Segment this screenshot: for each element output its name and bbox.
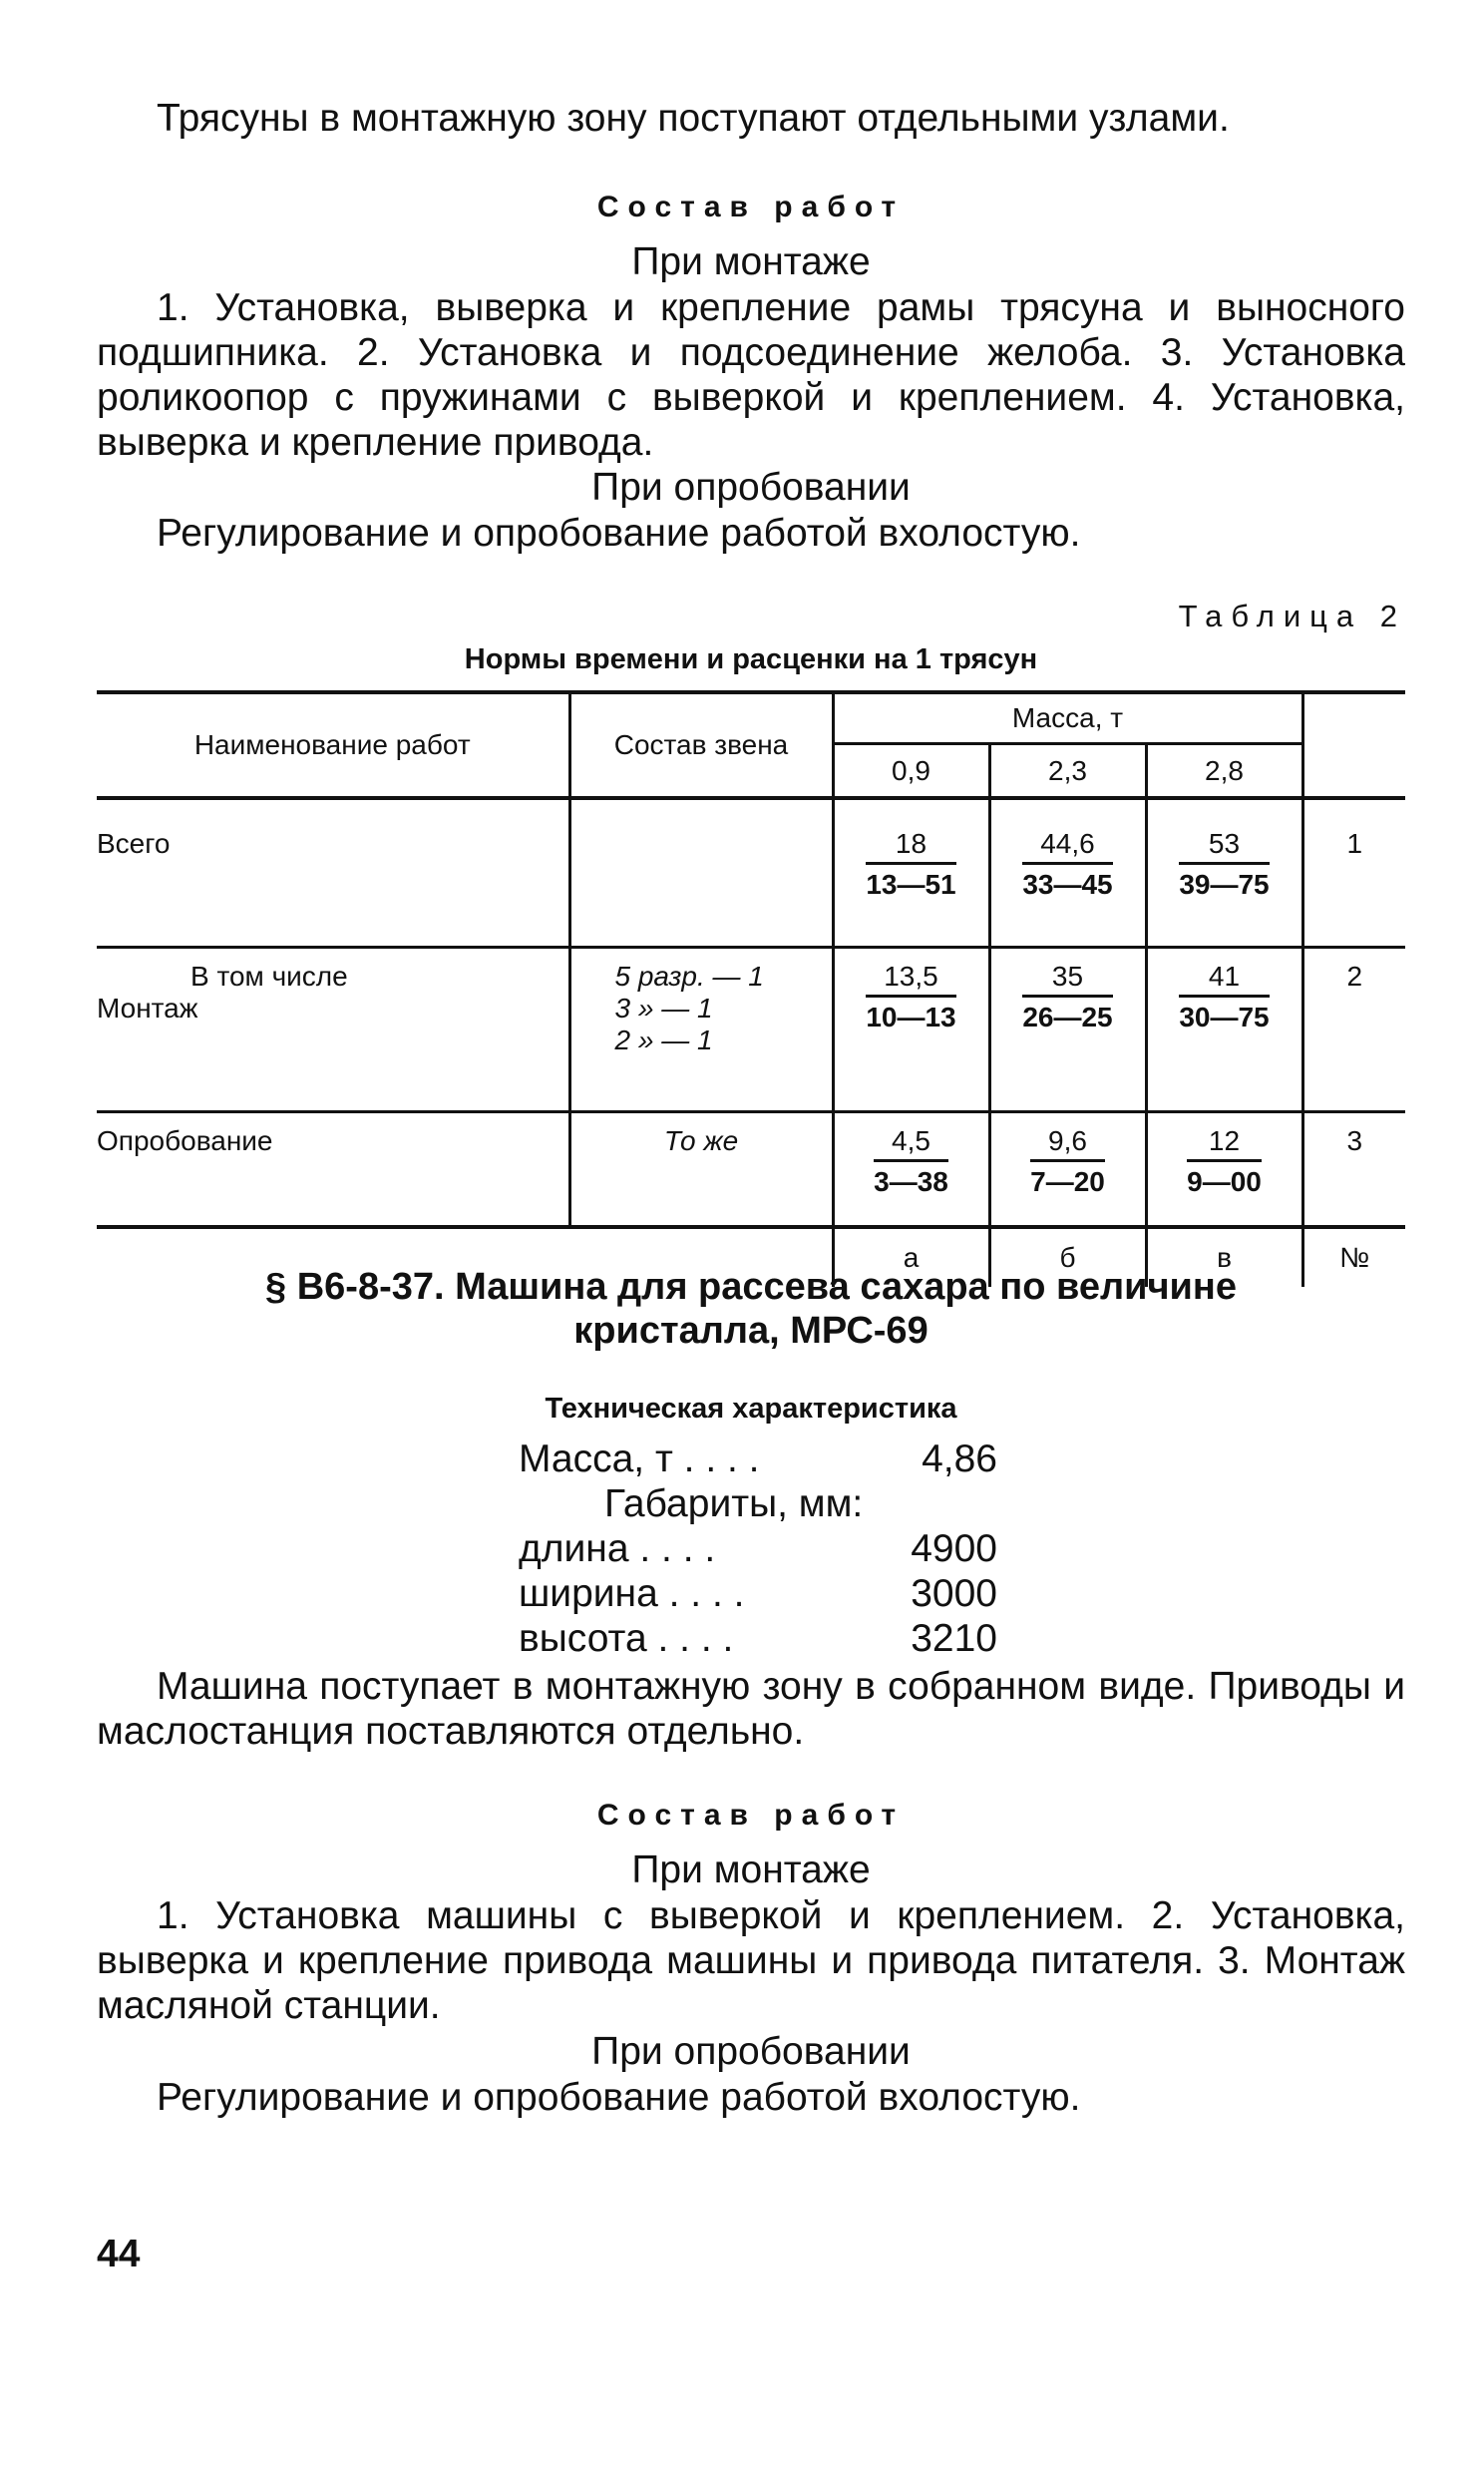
header-crew: Состав звена: [569, 692, 833, 798]
section-title-line-2: кристалла, МРС-69: [573, 1310, 928, 1352]
row-3-name-text: Опробование: [97, 1125, 273, 1156]
row-3-b-num: 9,6: [1030, 1125, 1105, 1162]
row-1-cell-c: [1146, 798, 1302, 948]
header-mass-col-1: 0,9: [833, 744, 989, 798]
header-work-name: Наименование работ: [97, 692, 569, 798]
footer-col-a: а: [833, 1227, 989, 1287]
mounting-text-1: 1. Установка, выверка и крепление рамы трясуна и выносного подшипника. 2. Установка и подсоединение желоба. 3. Установка роликоопор с пружинами с выверкой и креплением. 4. Установка, выверка и крепление привода.: [97, 286, 1405, 464]
spec-height-label: высота . . . .: [519, 1617, 734, 1660]
row-2-cell-b: [989, 948, 1146, 1112]
row-1-name-text: Всего: [97, 828, 171, 859]
row-1-crew: [569, 798, 833, 948]
row-2-c-den: 30—75: [1179, 1002, 1270, 1032]
row-2-cell-c: [1146, 948, 1302, 1112]
spec-dims-heading: Габариты, мм:: [604, 1482, 864, 1525]
spec-length-value: 4900: [911, 1527, 997, 1570]
row-3-a-num: 4,5: [874, 1125, 948, 1162]
row-3-b-den: 7—20: [1030, 1166, 1105, 1197]
row-3-cell-a: [833, 1112, 989, 1228]
row-2-name-sub: Монтаж: [97, 993, 198, 1024]
row-2-b-den: 26—25: [1022, 1002, 1113, 1032]
composition-heading-2: Состав работ: [596, 1799, 906, 1832]
table-label: Таблица 2: [1178, 599, 1406, 633]
table-row: [97, 948, 1405, 1112]
row-2-b-num: 35: [1022, 961, 1112, 998]
row-2-cell-a: [833, 948, 989, 1112]
row-2-c-num: 41: [1179, 961, 1269, 998]
row-2-crew: [569, 948, 833, 1112]
table-title: Нормы времени и расценки на 1 трясун: [464, 643, 1038, 675]
row-1-c-num: 53: [1179, 828, 1269, 865]
row-2-no: 2: [1302, 948, 1405, 1112]
header-mass: Масса, т: [833, 692, 1302, 744]
spec-height-row: [519, 1616, 997, 1661]
row-2-a-num: 13,5: [866, 961, 955, 998]
row-1-b-num: 44,6: [1022, 828, 1112, 865]
row-2-name: [97, 948, 569, 1112]
spec-mass-label: Масса, т . . . .: [519, 1438, 760, 1480]
spec-length-row: [519, 1526, 997, 1571]
mounting-heading-2: При монтаже: [631, 1849, 871, 1891]
testing-text-1: Регулирование и опробование работой вхолостую.: [157, 512, 1081, 555]
row-3-no: 3: [1302, 1112, 1405, 1228]
row-2-a-den: 10—13: [866, 1002, 956, 1032]
composition-heading-1: Состав работ: [596, 191, 906, 223]
header-mass-col-2: 2,3: [989, 744, 1146, 798]
row-3-crew-text: То же: [663, 1125, 739, 1156]
section-title: [97, 1265, 1405, 1353]
delivery-paragraph: Машина поступает в монтажную зону в собранном виде. Приводы и маслостанция поставляются отдельно.: [97, 1665, 1405, 1753]
footer-col-no: №: [1302, 1227, 1405, 1287]
row-3-cell-c: [1146, 1112, 1302, 1228]
row-2-crew-line-2: 3 » — 1: [614, 993, 713, 1024]
row-3-a-den: 3—38: [874, 1166, 948, 1197]
row-1-cell-a: [833, 798, 989, 948]
row-3-c-den: 9—00: [1187, 1166, 1262, 1197]
footer-col-c: в: [1146, 1227, 1302, 1287]
spec-height-value: 3210: [911, 1617, 997, 1660]
footer-col-b: б: [989, 1227, 1146, 1287]
header-mass-col-3: 2,8: [1146, 744, 1302, 798]
mounting-text-2: 1. Установка машины с выверкой и креплением. 2. Установка, выверка и крепление привода машины и привода питателя. 3. Монтаж масляной станции.: [97, 1894, 1405, 2027]
spec-width-row: [519, 1571, 997, 1616]
testing-heading-2: При опробовании: [591, 2030, 911, 2073]
row-1-cell-b: [989, 798, 1146, 948]
row-2-crew-line-3: 2 » — 1: [614, 1025, 713, 1055]
row-1-name: [97, 798, 569, 948]
spec-heading: Техническая характеристика: [545, 1393, 957, 1425]
header-empty: [1302, 692, 1405, 798]
spec-list: [519, 1437, 997, 1661]
page-number: 44: [97, 2233, 141, 2275]
section-title-line-1: § В6-8-37. Машина для рассева сахара по величине: [265, 1266, 1237, 1308]
row-3-c-num: 12: [1187, 1125, 1262, 1162]
row-1-a-den: 13—51: [866, 869, 956, 900]
norms-table: [97, 690, 1405, 1287]
row-3-cell-b: [989, 1112, 1146, 1228]
table-row: [97, 1112, 1405, 1228]
row-2-crew-line-1: 5 разр. — 1: [614, 961, 764, 992]
mounting-heading-1: При монтаже: [631, 240, 871, 283]
spec-length-label: длина . . . .: [519, 1527, 716, 1570]
testing-text-2: Регулирование и опробование работой вхолостую.: [157, 2076, 1081, 2119]
row-1-a-num: 18: [866, 828, 955, 865]
row-2-name-text: В том числе: [190, 961, 348, 992]
row-3-crew: [569, 1112, 833, 1228]
spec-width-value: 3000: [911, 1572, 997, 1615]
intro-paragraph: Трясуны в монтажную зону поступают отдельными узлами.: [157, 97, 1230, 140]
row-1-no: 1: [1302, 798, 1405, 948]
row-1-c-den: 39—75: [1179, 869, 1270, 900]
testing-heading-1: При опробовании: [591, 466, 911, 509]
spec-width-label: ширина . . . .: [519, 1572, 745, 1615]
table-row: [97, 798, 1405, 948]
spec-mass-row: [519, 1437, 997, 1481]
row-1-b-den: 33—45: [1022, 869, 1113, 900]
spec-mass-value: 4,86: [922, 1438, 997, 1480]
row-3-name: [97, 1112, 569, 1228]
